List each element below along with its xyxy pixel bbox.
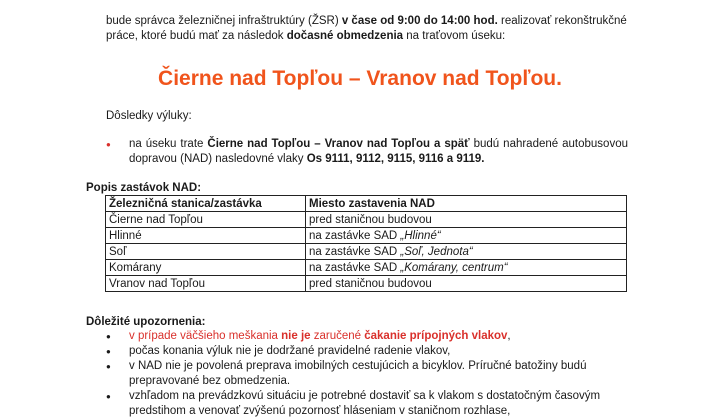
place-cell — [306, 260, 627, 276]
notices-heading — [86, 315, 205, 330]
table-row — [106, 276, 627, 292]
table-row — [106, 260, 627, 276]
station-cell: Hlinné — [106, 228, 306, 244]
intro-line1-end: realizovať rekonštrukčné — [497, 15, 627, 27]
stops-heading-bold: Popis zastávok NAD: — [86, 182, 202, 194]
list-item — [106, 344, 626, 359]
station-cell: Čierne nad Topľou — [106, 212, 306, 228]
stops-table — [105, 195, 627, 292]
list-item — [106, 329, 626, 344]
place-cell — [306, 276, 627, 292]
list-item — [106, 359, 626, 389]
place-text: pred staničnou budovou — [309, 277, 432, 290]
notices-list — [106, 329, 626, 419]
table-row — [106, 228, 627, 244]
consequence-text-b: budú nahradené autobusovou dopravou (NAD) nasledovné vlaky — [129, 138, 628, 165]
place-cell — [306, 244, 627, 260]
notice-delay-text-a: v prípade väčšieho meškania — [129, 330, 282, 342]
column-header-station: Železničná stanica/zastávka — [106, 196, 306, 212]
place-text: na zastávke SAD — [309, 245, 401, 258]
place-text: pred staničnou budovou — [309, 213, 432, 226]
consequences-label: Dôsledky výluky: — [106, 110, 192, 122]
intro-restriction-bold: dočasné obmedzenia — [286, 30, 404, 42]
place-cell — [306, 228, 627, 244]
table-row — [106, 244, 627, 260]
intro-line2-end: na traťovom úseku: — [403, 30, 506, 42]
notice-delay-bold-a: nie je — [281, 330, 311, 342]
station-cell: Komárany — [106, 260, 306, 276]
intro-time-bold: v čase od 9:00 do 14:00 hod. — [341, 15, 498, 27]
route-headline: Čierne nad Topľou – Vranov nad Topľou. — [158, 67, 562, 90]
notice-arrival-text: vzhľadom na prevádzkovú situáciu je potrebné dostaviť sa k vlakom s dostatočným časovým predstihom a venovať zvýšenú pozornosť hláseniam v staničnom rozhlase, — [129, 390, 601, 417]
list-item — [106, 137, 628, 167]
place-cell — [306, 212, 627, 228]
stop-name: „Komárany, centrum“ — [400, 261, 508, 274]
intro-line1-text: bude správca železničnej infraštruktúry (ŽSR) — [106, 15, 342, 27]
station-cell: Vranov nad Topľou — [106, 276, 306, 292]
notice-delay-bold-b: čakanie prípojných vlakov — [364, 330, 508, 342]
stop-name: „Hlinné“ — [400, 229, 441, 242]
place-text: na zastávke SAD — [309, 229, 401, 242]
list-item — [106, 389, 626, 419]
notice-delay-text-c: , — [507, 330, 511, 342]
table-row — [106, 212, 627, 228]
consequence-trains-bold: Os 9111, 9112, 9115, 9116 a 9119. — [306, 153, 485, 165]
stop-name: „Soľ, Jednota“ — [400, 245, 473, 258]
notice-order-text: počas konania výluk nie je dodržané pravidelné radenie vlakov, — [129, 345, 451, 357]
column-header-place: Miesto zastavenia NAD — [306, 196, 627, 212]
station-cell: Soľ — [106, 244, 306, 260]
place-text: na zastávke SAD — [309, 261, 401, 274]
consequence-text-a: na úseku trate — [129, 138, 208, 150]
intro-paragraph — [106, 14, 628, 44]
notice-delay-text-b: zaručené — [310, 330, 365, 342]
consequence-route-bold: Čierne nad Topľou – Vranov nad Topľou a späť — [207, 138, 470, 150]
stops-heading — [86, 181, 201, 196]
table-header-row — [106, 196, 627, 212]
consequences-list — [106, 137, 628, 167]
intro-line2-text: práce, ktoré budú mať za následok — [106, 30, 287, 42]
notices-heading-bold: Dôležité upozornenia: — [86, 316, 206, 328]
notice-transport-text: v NAD nie je povolená preprava imobilných cestujúcich a bicyklov. Príručné batožiny budú prepravované bez obmedzenia. — [129, 360, 587, 387]
